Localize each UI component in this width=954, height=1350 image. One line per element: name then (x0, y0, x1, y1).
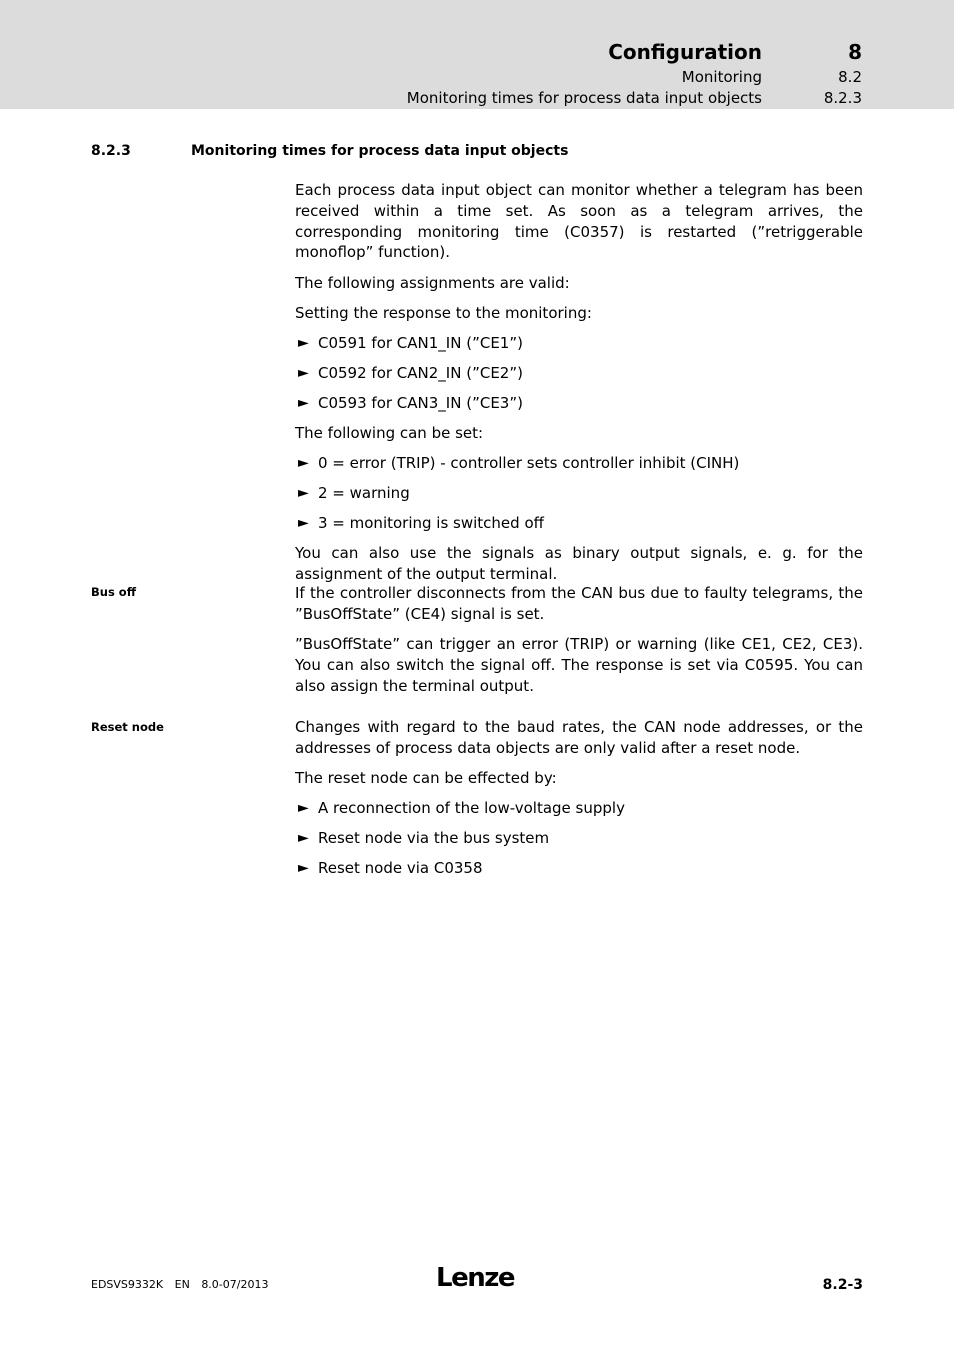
page-number: 8.2-3 (822, 1277, 863, 1293)
bus-off-paragraph-1: If the controller disconnects from the CAN bus due to faulty telegrams, the ”BusOffState” (CE4) signal is set. (295, 584, 863, 623)
list-item: ► Reset node via the bus system (298, 829, 550, 848)
arrow-bullet-icon: ► (298, 800, 309, 817)
list-item: ► 2 = warning (298, 484, 410, 503)
intro-paragraph-5: You can also use the signals as binary output signals, e. g. for the assignment of the output terminal. (295, 544, 863, 583)
footer-doc-info (91, 1278, 276, 1291)
bus-off-paragraph-2: ”BusOffState” can trigger an error (TRIP) or warning (like CE1, CE2, CE3). You can also switch the signal off. The response is set via C0595. You can also assign the terminal output. (295, 634, 863, 695)
footer-language: EN (174, 1278, 190, 1291)
heading-title: Monitoring times for process data input objects (191, 143, 569, 159)
bus-off-label: Bus off (91, 585, 137, 599)
reset-node-paragraph-2: The reset node can be effected by: (295, 768, 557, 787)
list-item: ► Reset node via C0358 (298, 859, 483, 878)
arrow-bullet-icon: ► (298, 830, 309, 847)
intro-paragraph-4: The following can be set: (295, 423, 484, 442)
reset-node-label: Reset node (91, 720, 164, 734)
arrow-bullet-icon: ► (298, 515, 309, 532)
intro-block (295, 180, 863, 594)
reset-node-paragraph-1: Changes with regard to the baud rates, the CAN node addresses, or the addresses of process data objects are only valid after a reset node. (295, 718, 863, 757)
intro-paragraph-2: The following assignments are valid: (295, 273, 570, 292)
intro-paragraph-3: Setting the response to the monitoring: (295, 303, 592, 322)
intro-paragraph-1: Each process data input object can monitor whether a telegram has been received within a time set. As soon as a telegram arrives, the corresponding monitoring time (C0357) is restarted (”retriggerable monoflop” function). (295, 181, 863, 262)
subsection-title: Monitoring times for process data input objects (406, 89, 762, 107)
arrow-bullet-icon: ► (298, 860, 309, 877)
lenze-logo: Lenze (436, 1263, 514, 1293)
footer-version: 8.0-07/2013 (201, 1278, 269, 1291)
reset-node-block (295, 717, 863, 888)
heading-number: 8.2.3 (91, 143, 131, 159)
list-item: ► C0592 for CAN2_IN (”CE2”) (298, 363, 523, 382)
list-item: ► A reconnection of the low-voltage supply (298, 799, 625, 818)
list-item: ► 0 = error (TRIP) - controller sets controller inhibit (CINH) (298, 454, 740, 473)
list-item: ► 3 = monitoring is switched off (298, 514, 544, 533)
list-item: ► C0593 for CAN3_IN (”CE3”) (298, 393, 523, 412)
arrow-bullet-icon: ► (298, 364, 309, 381)
arrow-bullet-icon: ► (298, 394, 309, 411)
arrow-bullet-icon: ► (298, 455, 309, 472)
subsection-number: 8.2.3 (823, 89, 862, 107)
chapter-number: 8 (848, 40, 862, 64)
footer-doc-id: EDSVS9332K (91, 1278, 164, 1291)
list-item: ► C0591 for CAN1_IN (”CE1”) (298, 333, 523, 352)
bus-off-block (295, 583, 863, 706)
chapter-title: Configuration (608, 40, 762, 64)
arrow-bullet-icon: ► (298, 334, 309, 351)
section-title: Monitoring (681, 68, 762, 86)
arrow-bullet-icon: ► (298, 485, 309, 502)
section-number: 8.2 (838, 68, 862, 86)
